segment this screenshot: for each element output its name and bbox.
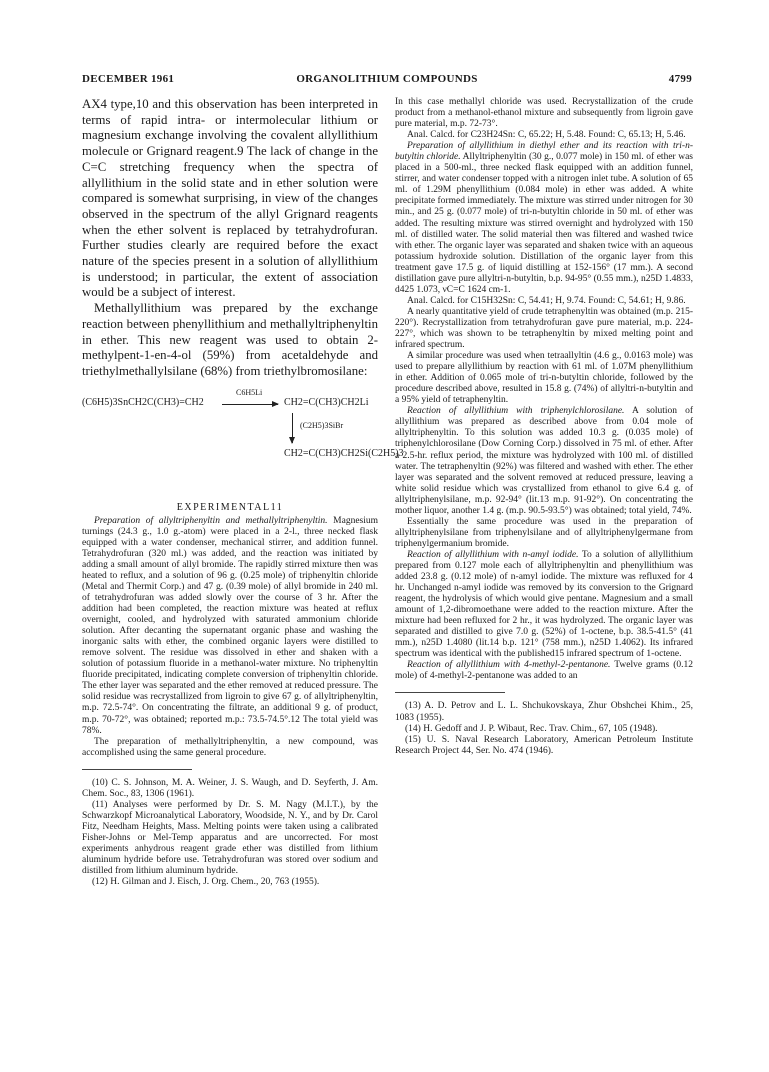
discussion-paragraph-2: Methallyllithium was prepared by the exchange reaction between phenyllithium and methallyltriphenyltin in ether. This new reagent was used to obtain 2-methylpent-1-en-4-ol (59%) from acetaldehyde and triethylmethallylsilane (68%) from triethylbromosilane: bbox=[82, 301, 378, 378]
experimental-paragraph-1 bbox=[82, 516, 378, 737]
right-paragraph-10 bbox=[395, 660, 693, 682]
footnote-rule-left bbox=[82, 769, 192, 770]
reaction-reactant: (C6H5)3SnCH2C(CH3)=CH2 bbox=[82, 396, 204, 408]
right-body-10: Twelve grams (0.12 mole) of 4-methyl-2-pentanone was added to an bbox=[395, 660, 693, 682]
right-paragraph-7 bbox=[395, 406, 693, 516]
reaction-arrow-vertical bbox=[292, 413, 293, 443]
footnote-14: (14) H. Gedoff and J. P. Wibaut, Rec. Trav. Chim., 67, 105 (1948). bbox=[405, 723, 658, 734]
right-title-3: Preparation of allyllithium in diethyl ether and its reaction with tri-n-butyltin chloride. bbox=[395, 141, 693, 163]
right-paragraph-3 bbox=[395, 141, 693, 296]
right-paragraph-5: A nearly quantitative yield of crude tetraphenyltin was obtained (m.p. 215-220°). Recrystallization from tetrahydrofuran gave pure material, m.p. 224-227°, which was shown to be tetraphenyltin by mixed melting point and infrared spectrum. bbox=[395, 306, 693, 351]
reaction-scheme bbox=[82, 387, 404, 494]
experimental-body-1: Magnesium turnings (24.3 g., 1.0 g.-atom) were placed in a 2-l., three necked flask equipped with a water condenser, mechanical stirrer, and addition funnel. Tetrahydrofuran (320 ml.) was added, and the reaction was initiated by adding a small amount of allyl bromide. The rapidly stirred mixture then was heated to reflux, and a solution of 96 g. (0.25 mole) of triphenyltin chloride (Metal and Thermit Corp.) and 47 g. (0.39 mole) of allyl bromide in 240 ml. of tetrahydrofuran was added slowly over the course of 3 hr. After the addition had been completed, the reaction mixture was heated at reflux overnight, cooled, and hydrolyzed with saturated ammonium chloride solution. After decanting the supernatant organic phase and washing the inorganic salts with ether, the combined organic layers were distilled to remove solvent. The residue was dissolved in ether and shaken with a solution of potassium fluoride in a methanol-water mixture. No triphenyltin fluoride precipitated, indicating complete conversion of triphenyltin chloride. The ether layer was separated and the ether removed at reduced pressure. The solid residue was recrystallized from ligroin to give 67 g. of allyltriphenyltin, m.p. 72.5-74°. On concentrating the filtrate, an additional 9 g. of product, m.p. 70-72°, was obtained; reported m.p.: 73.5-74.5°.12 The total yield was 78%. bbox=[82, 515, 379, 736]
analysis-1: Anal. Calcd. for C23H24Sn: C, 65.22; H, 5.48. Found: C, 65.13; H, 5.46. bbox=[407, 130, 686, 141]
header-title: ORGANOLITHIUM COMPOUNDS bbox=[296, 73, 478, 85]
experimental-title-1: Preparation of allyltriphenyltin and methallyltriphenyltin. bbox=[94, 515, 328, 526]
right-title-10: Reaction of allyllithium with 4-methyl-2-pentanone. bbox=[407, 660, 611, 671]
right-paragraph-1: In this case methallyl chloride was used. Recrystallization of the crude product from a methanol-ethanol mixture and subsequently from ligroin gave pure material, m.p. 72-73°. bbox=[395, 97, 693, 130]
footnote-15: (15) U. S. Naval Research Laboratory, American Petroleum Institute Research Project 44, Ser. No. 474 (1946). bbox=[395, 734, 693, 756]
experimental-heading: EXPERIMENTAL11 bbox=[176, 501, 284, 513]
right-body-7: A solution of allyllithium was prepared as described above from 0.04 mole of allyltriphenyltin. To this solution was added 10.3 g. (0.035 mole) of triphenylchlorosilane (Dow Corning Corp.) dissolved in 75 ml. of ether. After a 2.5-hr. reflux period, the mixture was hydrolyzed with 100 ml. of distilled water. The tetraphenyltin (92%) was filtered and washed with ether. The ether layer was separated and the solvent removed at reduced pressure, leaving a white solid residue which was crystallized from ethanol to give 6.4 g. of allyltriphenylsilane, m.p. 92-94° (lit.13 m.p. 91-92°). On concentrating the mother liquor, another 1.4 g. (m.p. 90.5-93.5°) was obtained; total yield, 74%. bbox=[395, 406, 694, 516]
reaction-reagent-1: C6H5Li bbox=[236, 387, 263, 397]
right-paragraph-8: Essentially the same procedure was used in the preparation of allyltriphenylsilane from triphenylsilane and of allyltriphenylgermane from triphenylgermanium bromide. bbox=[395, 516, 693, 549]
right-title-7: Reaction of allyllithium with triphenylchlorosilane. bbox=[407, 406, 625, 417]
footnote-11: (11) Analyses were performed by Dr. S. M. Nagy (M.I.T.), by the Schwarzkopf Microanalytical Laboratory, Woodside, N. Y., and by Dr. Carol Fitz, Needham Heights, Mass. Melting points were taken using a calibrated Fisher-Johns or Mel-Temp apparatus and are uncorrected. For most experiments anhydrous reagent grade ether was distilled from lithium aluminum hydride before use. Tetrahydrofuran was stored over sodium and distilled from lithium aluminum hydride. bbox=[82, 799, 378, 877]
experimental-paragraph-2: The preparation of methallyltriphenyltin, a new compound, was accomplished using the same general procedure. bbox=[82, 736, 378, 758]
header-date: DECEMBER 1961 bbox=[82, 73, 175, 85]
reaction-product-2: CH2=C(CH3)CH2Si(C2H5)3 bbox=[284, 447, 404, 459]
right-paragraph-6: A similar procedure was used when tetraallyltin (4.6 g., 0.0163 mole) was used to prepare allyllithium by reaction with 61 ml. of 1.07M phenyllithium in ether. Addition of 0.065 mole of tri-n-butyltin chloride, followed by the procedure described above, resulted in 15.8 g. (74%) of allyltri-n-butyltin and a 95% yield of tetraphenyltin. bbox=[395, 351, 693, 406]
left-column bbox=[82, 97, 404, 888]
right-body-9: To a solution of allyllithium prepared from 0.127 mole each of allyltriphenyltin and phenyllithium was added 23.8 g. (0.12 mole) of n-amyl iodide. The mixture was refluxed for 4 hr. Unchanged n-amyl iodide was removed by its conversion to the Grignard reagent, the hydrolysis of which would give pentane. Magnesium and a small amount of 1,2-dibromoethane were added to the reaction mixture. After the mixture had been refluxed for 2 hr., it was hydrolyzed. The organic layer was separated and distilled to give 7.0 g. (52%) of 1-octene, b.p. 38.5-41.5° (41 mm.), n25D 1.4080 (lit.14 b.p. 121° (758 mm.), n25D 1.4062). Its infrared spectrum was identical with the published15 infrared spectrum of 1-octene. bbox=[395, 549, 694, 660]
header-page-number: 4799 bbox=[668, 73, 692, 85]
reaction-reagent-2: (C2H5)3SiBr bbox=[300, 420, 344, 430]
right-paragraph-9 bbox=[395, 550, 693, 660]
footnote-12: (12) H. Gilman and J. Eisch, J. Org. Chem., 20, 763 (1955). bbox=[92, 877, 320, 888]
footnote-13: (13) A. D. Petrov and L. L. Shchukovskaya, Zhur Obshchei Khim., 25, 1083 (1955). bbox=[395, 701, 693, 723]
right-column bbox=[395, 97, 693, 757]
running-head bbox=[82, 73, 692, 87]
footnote-rule-right bbox=[395, 692, 505, 693]
footnote-10: (10) C. S. Johnson, M. A. Weiner, J. S. Waugh, and D. Seyferth, J. Am. Chem. Soc., 83, 1306 (1961). bbox=[82, 777, 378, 799]
right-title-9: Reaction of allyllithium with n-amyl iodide. bbox=[407, 549, 579, 560]
discussion-paragraph-1: AX4 type,10 and this observation has been interpreted in terms of rapid intra- or intermolecular lithium or magnesium exchange involving the covalent allyllithium molecule or Grignard reagent.9 The lack of change in the C=C stretching frequency when the spectra of allyllithium in the solid state and in ether solution were compared is somewhat surprising, in view of the changes observed in the spectrum of the allyl Grignard reagents when the ether solvent is replaced by tetrahydrofuran. Further studies clearly are required before the exact nature of the species present in a solution of allyllithium is understood; in particular, the extent of association would be a subject of interest. bbox=[82, 97, 378, 300]
reaction-arrow-horizontal bbox=[222, 404, 278, 405]
reaction-product-1: CH2=C(CH3)CH2Li bbox=[284, 396, 369, 408]
right-body-3: Allyltriphenyltin (30 g., 0.077 mole) in 150 ml. of ether was placed in a 500-ml., three necked flask equipped with an addition funnel, stirrer, and water condenser topped with a nitrogen inlet tube. A solution of 65 ml. of 1.29M phenyllithium (0.084 mole) in ether was added. A white precipitate formed immediately. The mixture was stirred under nitrogen for 30 min., and 25 g. (0.077 mole) of tri-n-butyltin chloride in 50 ml. of ether was added. The resulting mixture was stirred overnight and hydrolyzed with 150 ml. of distilled water. The solid material then was filtered and washed twice with ether. The organic layer was separated and shaken twice with an aqueous potassium hydroxide solution. Distillation of the organic layer from this treatment gave 17.5 g. of liquid distilling at 152-156° (17 mm.). A second distillation gave pure allyltri-n-butyltin, b.p. 94-95° (0.55 mm.), n25D 1.4833, d425 1.073, νC=C 1624 cm-1. bbox=[395, 152, 693, 295]
analysis-2: Anal. Calcd. for C15H32Sn: C, 54.41; H, 9.74. Found: C, 54.61; H, 9.86. bbox=[407, 295, 686, 306]
